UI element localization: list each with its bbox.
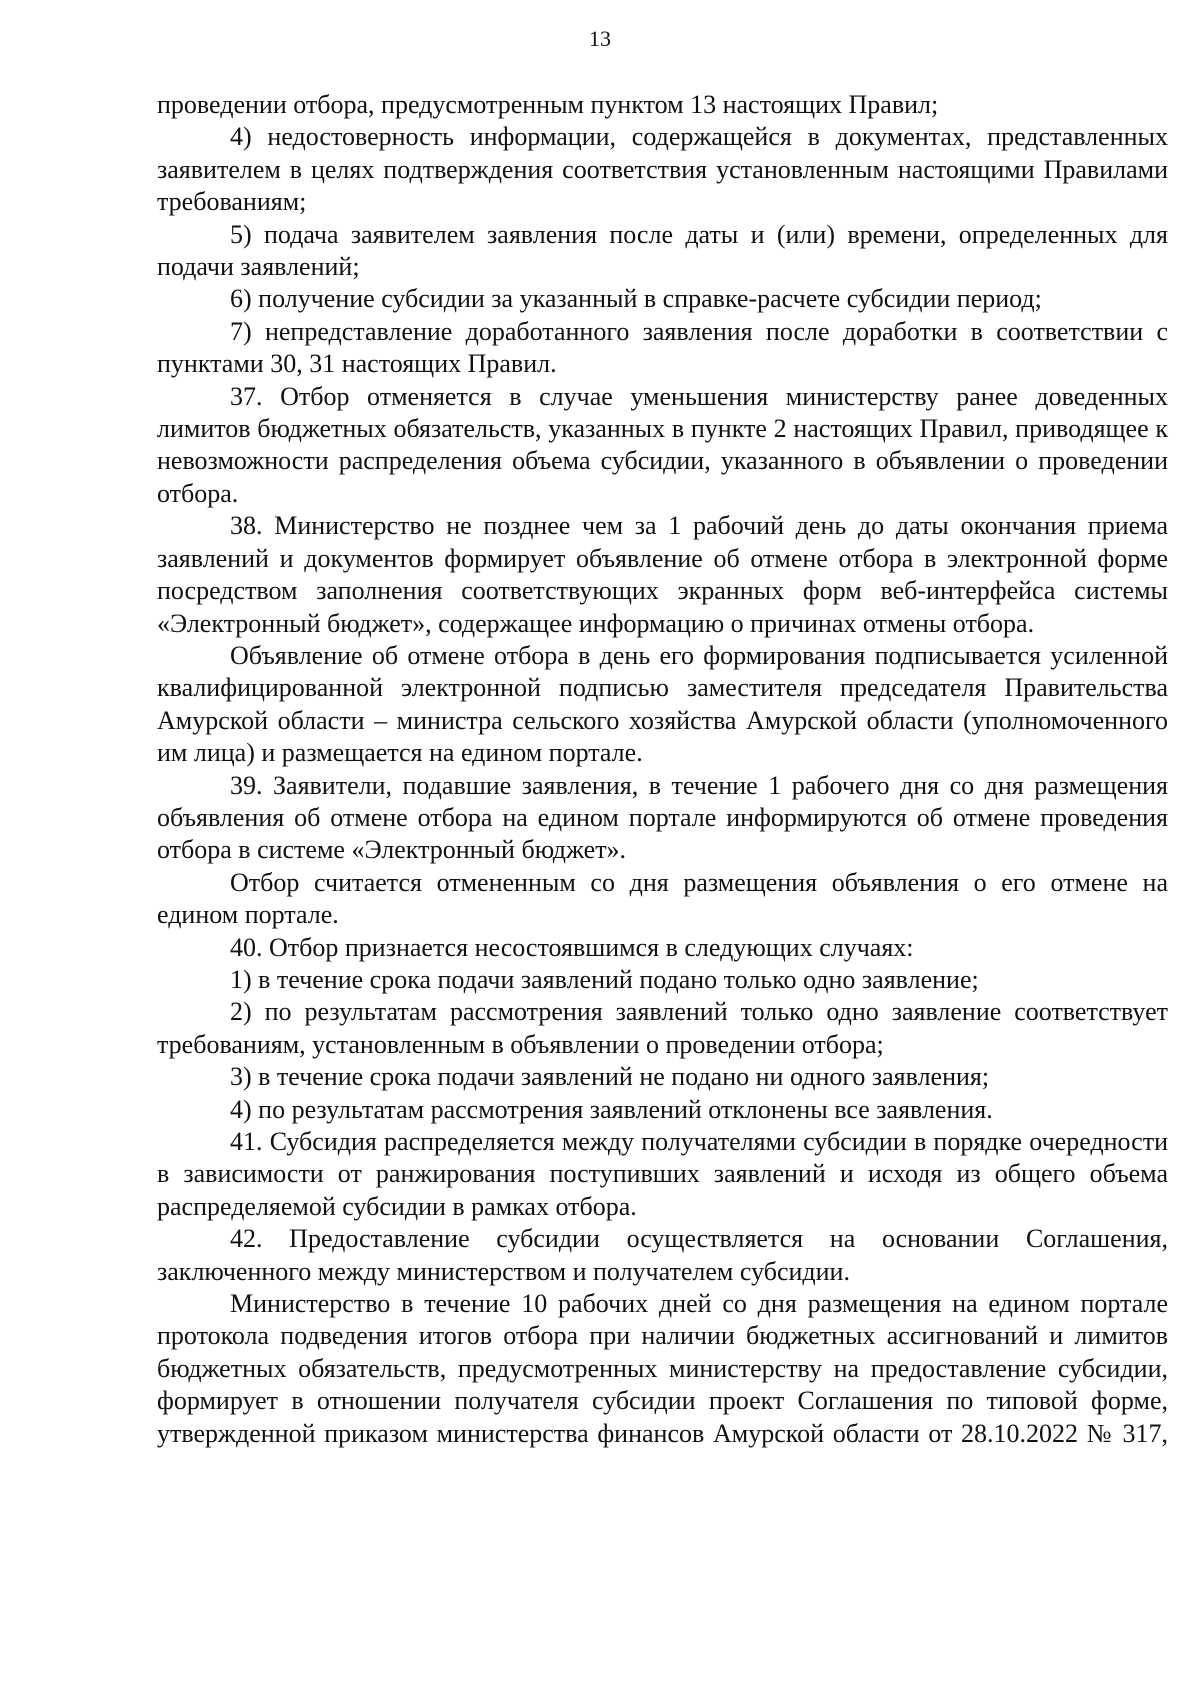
paragraph: 40. Отбор признается несостоявшимся в следующих случаях: (230, 932, 914, 962)
paragraph: 4) недостоверность информации, содержащейся в документах, представленных заявителем в целях подтверждения соответствия установленным настоящими Правилами требованиям; (157, 122, 1168, 217)
paragraph: 1) в течение срока подачи заявлений подано только одно заявление; (230, 964, 979, 994)
paragraph: 7) непредставление доработанного заявления после доработки в соответствии с пунктами 30, 31 настоящих Правил. (157, 316, 1168, 379)
paragraph: 6) получение субсидии за указанный в справке-расчете субсидии период; (230, 284, 1042, 314)
paragraph: Министерство в течение 10 рабочих дней со дня размещения на едином портале протокола подведения итогов отбора при наличии бюджетных ассигнований и лимитов бюджетных обязательств, предусмотренных министерству на предоставление субсидии, формирует в отношении получателя субсидии проект Соглашения по типовой форме, утвержденной приказом министерства финансов Амурской области от 28.10.2022 № 317, (157, 1289, 1168, 1448)
page-number: 13 (589, 26, 611, 51)
document-body (157, 89, 1168, 1450)
paragraph: Отбор считается отмененным со дня размещения объявления о его отмене на едином портале. (157, 867, 1168, 930)
paragraph: Объявление об отмене отбора в день его формирования подписывается усиленной квалифицированной электронной подписью заместителя председателя Правительства Амурской области – министра сельского хозяйства Амурской области (уполномоченного им лица) и размещается на едином портале. (157, 640, 1168, 768)
paragraph: 41. Субсидия распределяется между получателями субсидии в порядке очередности в зависимости от ранжирования поступивших заявлений и исходя из общего объема распределяемой субсидии в рамках отбора. (157, 1127, 1168, 1221)
paragraph: 4) по результатам рассмотрения заявлений отклонены все заявления. (230, 1094, 993, 1124)
paragraph: 38. Министерство не позднее чем за 1 рабочий день до даты окончания приема заявлений и документов формирует объявление об отмене отбора в электронной форме посредством заполнения соответствующих экранных форм веб-интерфейса системы «Электронный бюджет», содержащее информацию о причинах отмены отбора. (157, 511, 1168, 638)
paragraph: 39. Заявители, подавшие заявления, в течение 1 рабочего дня со дня размещения объявления об отмене отбора на едином портале информируются об отмене проведения отбора в системе «Электронный бюджет». (157, 770, 1168, 865)
paragraph: 5) подача заявителем заявления после даты и (или) времени, определенных для подачи заявлений; (157, 219, 1168, 282)
paragraph: проведении отбора, предусмотренным пунктом 13 настоящих Правил; (157, 90, 939, 119)
paragraph: 37. Отбор отменяется в случае уменьшения министерству ранее доведенных лимитов бюджетных обязательств, указанных в пункте 2 настоящих Правил, приводящее к невозможности распределения объема субсидии, указанного в объявлении о проведении отбора. (157, 381, 1168, 508)
paragraph: 3) в течение срока подачи заявлений не подано ни одного заявления; (230, 1062, 990, 1092)
paragraph: 2) по результатам рассмотрения заявлений только одно заявление соответствует требованиям, установленным в объявлении о проведении отбора; (157, 997, 1168, 1059)
paragraph: 42. Предоставление субсидии осуществляется на основании Соглашения, заключенного между министерством и получателем субсидии. (157, 1224, 1168, 1286)
